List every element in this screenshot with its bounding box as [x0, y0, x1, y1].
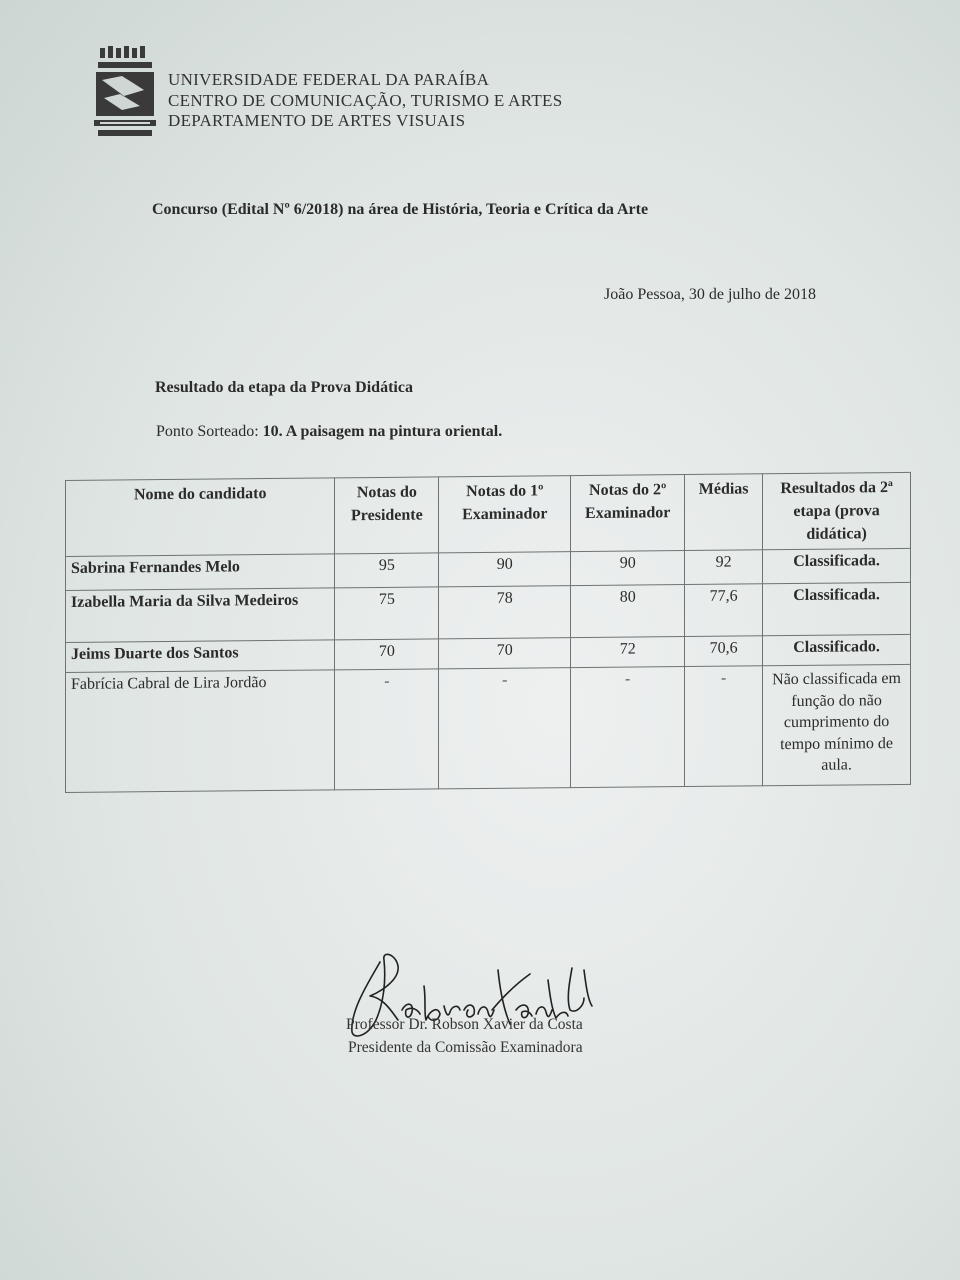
header-resultados: Resultados da 2ª etapa (prova didática) — [763, 472, 911, 549]
resultado: Classificada. — [763, 548, 911, 583]
table-row — [66, 582, 911, 642]
media: 70,6 — [685, 636, 763, 667]
ponto-value: 10. A paisagem na pintura oriental. — [262, 423, 503, 440]
resultado: Classificada. — [763, 582, 911, 635]
document-date: João Pessoa, 30 de julho de 2018 — [604, 286, 816, 303]
nota-presidente: 70 — [335, 639, 439, 670]
header-medias: Médias — [685, 474, 763, 551]
media: 77,6 — [685, 584, 763, 637]
nota-examinador-2: 90 — [571, 551, 685, 586]
candidate-name: Izabella Maria da Silva Medeiros — [66, 588, 335, 643]
nota-examinador-2: 80 — [571, 585, 685, 638]
ponto-label: Ponto Sorteado: — [156, 423, 263, 440]
candidate-name: Fabrícia Cabral de Lira Jordão — [66, 670, 335, 793]
university-name: UNIVERSIDADE FEDERAL DA PARAÍBA — [168, 70, 490, 89]
nota-presidente: - — [335, 669, 439, 790]
header-examinador-1: Notas do 1º Examinador — [439, 476, 571, 553]
concurso-title: Concurso (Edital Nº 6/2018) na área de História, Teoria e Crítica da Arte — [152, 201, 649, 218]
candidate-name: Sabrina Fernandes Melo — [66, 554, 335, 591]
ponto-sorteado — [156, 423, 502, 441]
header-name: Nome do candidato — [66, 478, 335, 557]
results-table — [65, 472, 911, 793]
table-header-row — [66, 472, 911, 556]
nota-examinador-2: 72 — [571, 637, 685, 668]
header-presidente: Notas do Presidente — [335, 477, 439, 554]
header-examinador-2: Notas do 2º Examinador — [571, 475, 685, 552]
department-name: DEPARTAMENTO DE ARTES VISUAIS — [168, 111, 466, 130]
university-crest-icon — [94, 46, 156, 138]
nota-examinador-1: 78 — [439, 586, 571, 639]
signatory-role: Presidente da Comissão Examinadora — [348, 1039, 583, 1056]
nota-examinador-1: 70 — [439, 638, 571, 669]
nota-examinador-2: - — [571, 667, 685, 788]
nota-presidente: 95 — [335, 553, 439, 588]
signatory-name: Professor Dr. Robson Xavier da Costa — [346, 1016, 583, 1033]
resultado: Classificado. — [763, 634, 911, 665]
nota-presidente: 75 — [335, 587, 439, 640]
center-name: CENTRO DE COMUNICAÇÃO, TURISMO E ARTES — [168, 90, 563, 110]
candidate-name: Jeims Duarte dos Santos — [66, 640, 335, 673]
result-title: Resultado da etapa da Prova Didática — [155, 379, 413, 396]
nota-examinador-1: 90 — [439, 552, 571, 587]
media: - — [685, 666, 763, 787]
table-row — [66, 664, 911, 792]
resultado: Não classificada em função do não cumprimento do tempo mínimo de aula. — [763, 664, 911, 785]
nota-examinador-1: - — [439, 668, 571, 789]
media: 92 — [685, 550, 763, 585]
